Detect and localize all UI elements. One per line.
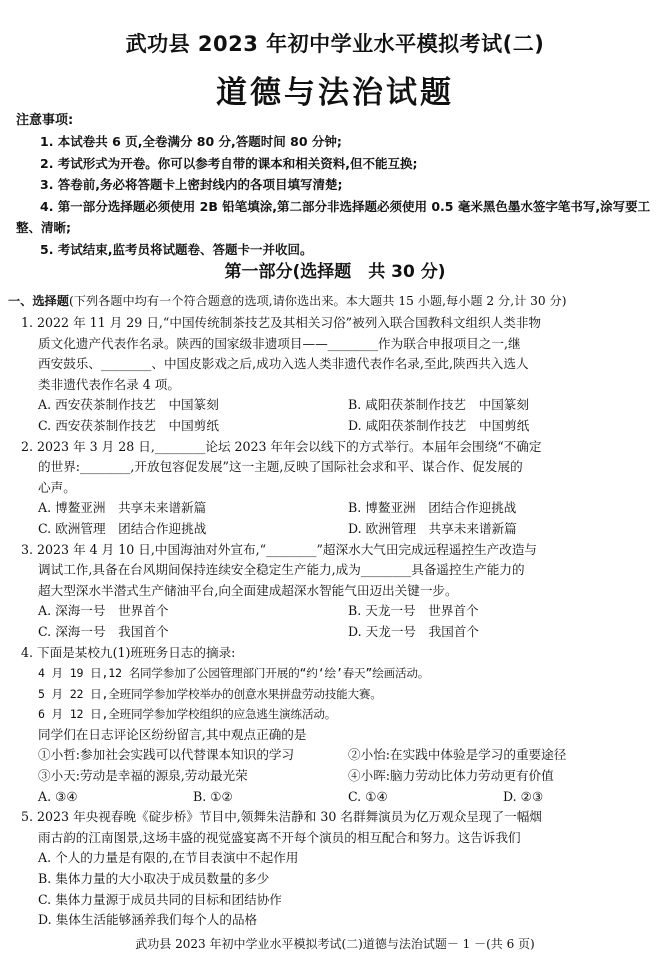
options-row — [38, 622, 660, 643]
question-stem-line: 西安鼓乐、________、中国皮影戏之后,成功入选人类非遗代表作名录,至此,陕西共入选人 — [38, 356, 529, 372]
note-item: 5. 考试结束,监考员将试题卷、答题卡一并收回。 — [40, 241, 313, 257]
option-b: B. 集体力量的大小取决于成员数量的多少 — [38, 871, 270, 887]
view-2: ②小怡:在实践中体验是学习的重要途径 — [348, 747, 567, 763]
question-stem-line: 雨古韵的江南图景,这场丰盛的视觉盛宴离不开每个演员的相互配合和努力。这告诉我们 — [38, 829, 521, 845]
question-stem-line: 心声。 — [38, 479, 76, 495]
note-item: 2. 考试形式为开卷。你可以参考自带的课本和相关资料,但不能互换; — [40, 155, 418, 171]
view-1: ①小哲:参加社会实践可以代替课本知识的学习 — [38, 747, 295, 763]
notes-heading: 注意事项: — [16, 113, 74, 128]
option-a: A. 深海一号 世界首个 — [38, 603, 169, 619]
option-d: D. 天龙一号 我国首个 — [348, 623, 479, 639]
view-3: ③小天:劳动是幸福的源泉,劳动最光荣 — [38, 768, 248, 784]
question-stem-line: 2. 2023 年 3 月 28 日,________论坛 2023 年年会以线下的方式举行。本届年会围绕“不确定 — [21, 438, 542, 454]
question-stem-line: 5. 2023 年央视春晚《碇步桥》节目中,领舞朱洁静和 30 名群舞演员为亿万观众呈现了一幅烟 — [21, 809, 542, 825]
option-b: B. 博鳌亚洲 团结合作迎挑战 — [348, 500, 517, 516]
option-c: C. 深海一号 我国首个 — [38, 623, 169, 639]
option-d: D. 集体生活能够涵养我们每个人的品格 — [38, 912, 258, 928]
option-c: C. 集体力量源于成员共同的目标和团结协作 — [38, 891, 282, 907]
note-item: 4. 第一部分选择题必须使用 2B 铅笔填涂,第二部分非选择题必须使用 0.5 毫米黑色墨水签字笔书写,涂写要工整、清晰; — [16, 198, 651, 235]
option-a: A. 西安茯茶制作技艺 中国篆刻 — [38, 397, 219, 413]
view-4: ④小晖:脑力劳动比体力劳动更有价值 — [348, 768, 554, 784]
note-item: 1. 本试卷共 6 页,全卷满分 80 分,答题时间 80 分钟; — [40, 134, 342, 149]
notes-list — [16, 131, 656, 260]
question-stem-line: 超大型深水半潜式生产储油平台,向全面建成超深水智能气田迈出关键一步。 — [38, 582, 458, 598]
views-row — [38, 766, 660, 787]
question-4 — [21, 643, 660, 808]
option-a: A. 个人的力量是有限的,在节目表演中不起作用 — [38, 850, 299, 866]
options-row — [38, 416, 660, 437]
option-d: D. 咸阳茯茶制作技艺 中国剪纸 — [348, 417, 530, 433]
question-stem-line: 同学们在日志评论区纷纷留言,其中观点正确的是 — [38, 726, 307, 742]
question-5 — [21, 807, 660, 931]
exam-title: 武功县 2023 年初中学业水平模拟考试(二) — [125, 32, 545, 56]
options-row — [38, 601, 660, 622]
question-stem-line: 的世界:________,开放包容促发展”这一主题,反映了国际社会求和平、谋合作、促发展的 — [38, 459, 523, 475]
question-3 — [21, 540, 660, 643]
section-instruction: (下列各题中均有一个符合题意的选项,请你选出来。本大题共 15 小题,每小题 2 分,计 30 分) — [68, 294, 567, 308]
options-row — [38, 498, 660, 519]
option-d: D. ②③ — [503, 788, 544, 804]
options-row — [38, 787, 660, 808]
question-2 — [21, 437, 660, 540]
question-stem-line: 1. 2022 年 11 月 29 日,“中国传统制茶技艺及其相关习俗”被列入联合国教科文组织人类非物 — [21, 315, 542, 330]
log-entry: 5 月 22 日,全班同学参加学校举办的创意水果拼盘劳动技能大赛。 — [38, 686, 382, 701]
note-item: 3. 答卷前,务必将答题卡上密封线内的各项目填写清楚; — [40, 177, 343, 192]
option-a: A. ③④ — [38, 788, 78, 804]
views-row — [38, 745, 660, 766]
question-1 — [21, 313, 660, 437]
question-stem-line: 3. 2023 年 4 月 10 日,中国海油对外宣布,“________”超深水大气田完成远程遥控生产改造与 — [21, 541, 538, 557]
option-b: B. ①② — [193, 788, 233, 804]
option-a: A. 博鳌亚洲 共享未来谱新篇 — [38, 500, 207, 516]
page-footer: 武功县 2023 年初中学业水平模拟考试(二)道德与法治试题－ 1 －(共 6 页) — [135, 937, 535, 951]
option-c: C. 西安茯茶制作技艺 中国剪纸 — [38, 417, 219, 433]
option-b: B. 咸阳茯茶制作技艺 中国篆刻 — [348, 397, 529, 413]
option-d: D. 欧洲管理 共享未来谱新篇 — [348, 520, 517, 536]
question-stem-line: 4. 下面是某校九(1)班班务日志的摘录: — [21, 644, 236, 660]
question-stem-line: 质文化遗产代表作名录。陕西的国家级非遗项目——________作为联合申报项目之一,继 — [38, 335, 521, 351]
options-row — [38, 519, 660, 540]
log-entry: 4 月 19 日,12 名同学参加了公园管理部门开展的“约‘绘’春天”绘画活动。 — [38, 666, 430, 681]
part-one-title: 第一部分(选择题 共 30 分) — [224, 262, 446, 282]
option-c: C. 欧洲管理 团结合作迎挑战 — [38, 520, 207, 536]
question-stem-line: 调试工作,具备在台风期间保持连续安全稳定生产能力,成为________具备遥控生产能力的 — [38, 562, 525, 578]
option-b: B. 天龙一号 世界首个 — [348, 603, 479, 619]
subject-title: 道德与法治试题 — [216, 75, 454, 111]
option-c: C. ①④ — [348, 788, 388, 804]
question-list — [21, 313, 660, 931]
question-stem-line: 类非遗代表作名录 4 项。 — [38, 376, 180, 392]
section-intro — [8, 291, 663, 311]
section-label: 一、选择题 — [8, 294, 69, 308]
log-entry: 6 月 12 日,全班同学参加学校组织的应急逃生演练活动。 — [38, 707, 337, 722]
options-row — [38, 395, 660, 416]
